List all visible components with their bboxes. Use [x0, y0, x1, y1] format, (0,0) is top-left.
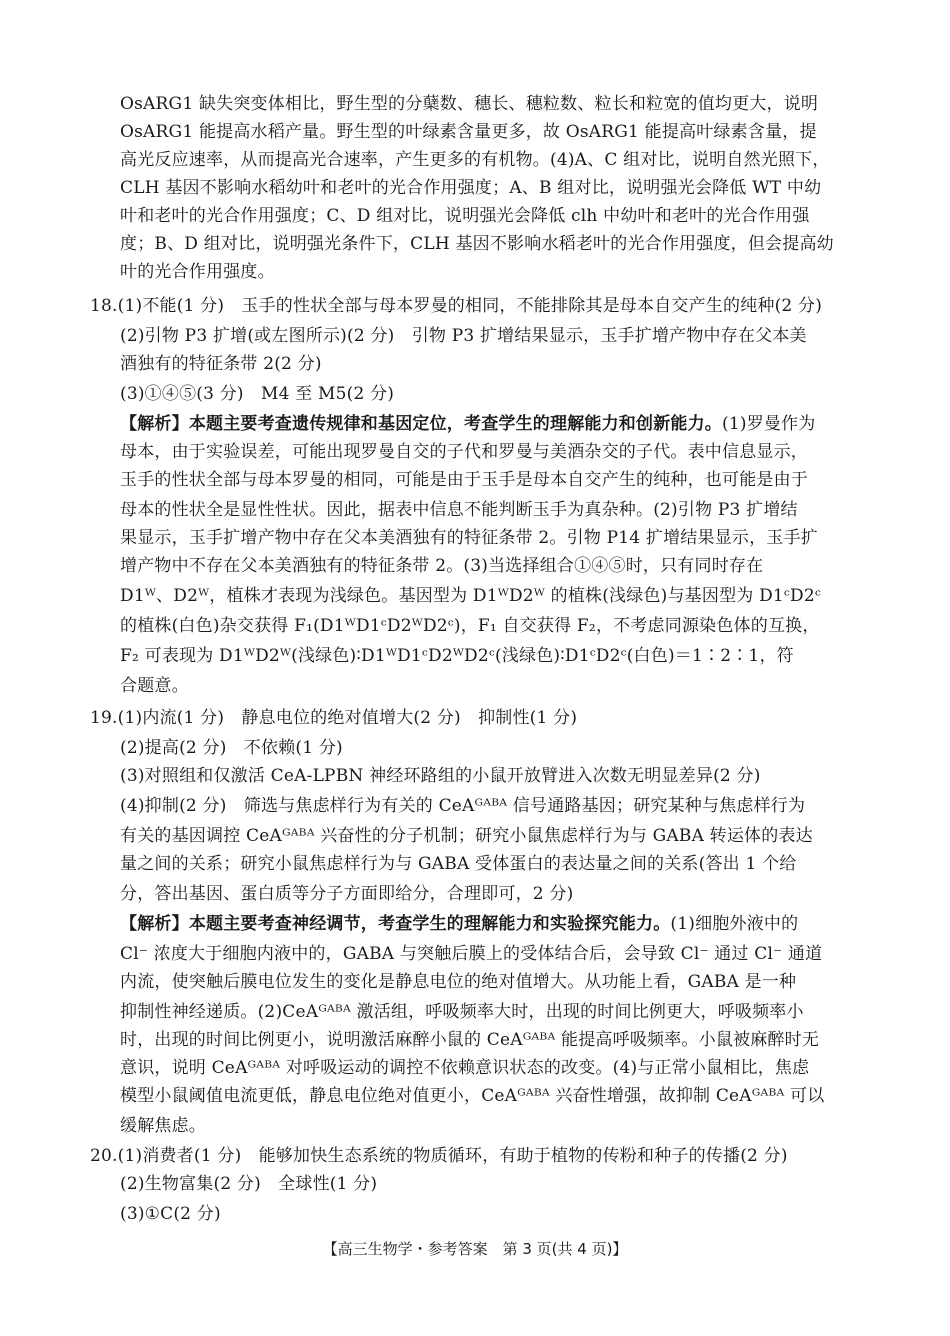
question-20-part-1: 20.(1)消费者(1 分) 能够加快生态系统的物质循环，有助于植物的传粉和种子的传播(2 分) [90, 1146, 788, 1166]
text-line: 缓解焦虑。 [120, 1116, 206, 1136]
text-span: (1)细胞外液中的 [670, 914, 799, 934]
text-line: 叶和老叶的光合作用强度；C、D 组对比，说明强光会降低 clh 中幼叶和老叶的光合作用强 [120, 206, 810, 226]
analysis-summary: 本题主要考查遗传规律和基因定位，考查学生的理解能力和创新能力。 [188, 414, 723, 434]
question-19-part-1: 19.(1)内流(1 分) 静息电位的绝对值增大(2 分) 抑制性(1 分) [90, 708, 578, 728]
text-line: 模型小鼠阈值电流更低，静息电位绝对值更小，CeAᴳᴬᴮᴬ 兴奋性增强，故抑制 CeAᴳᴬᴮᴬ 可以 [120, 1086, 825, 1106]
text-line: 果显示，玉手扩增产物中存在父本美酒独有的特征条带 2。引物 P14 扩增结果显示，玉手扩 [120, 528, 818, 548]
text-line: 意识，说明 CeAᴳᴬᴮᴬ 对呼吸运动的调控不依赖意识状态的改变。(4)与正常小鼠相比，焦虑 [120, 1058, 810, 1078]
text-line: 增产物中不存在父本美酒独有的特征条带 2。(3)当选择组合①④⑤时，只有同时存在 [120, 556, 764, 576]
text-line: F₂ 可表现为 D1ᵂD2ᵂ(浅绿色)∶D1ᵂD1ᶜD2ᵂD2ᶜ(浅绿色)∶D1ᶜD2ᶜ(白色)＝1∶2∶1，符 [120, 646, 794, 666]
question-18-part-2: (2)引物 P3 扩增(或左图所示)(2 分) 引物 P3 扩增结果显示，玉手扩增产物中存在父本美 [120, 326, 807, 346]
text-line: 合题意。 [120, 676, 189, 696]
text-line: D1ᵂ、D2ᵂ，植株才表现为浅绿色。基因型为 D1ᵂD2ᵂ 的植株(浅绿色)与基因型为 D1ᶜD2ᶜ [120, 586, 821, 606]
text-line: 内流，使突触后膜电位发生的变化是静息电位的绝对值增大。从功能上看，GABA 是一种 [120, 972, 797, 992]
text-line: OsARG1 缺失突变体相比，野生型的分蘖数、穗长、穗粒数、粒长和粒宽的值均更大，说明 [120, 94, 819, 114]
analysis-summary: 本题主要考查神经调节，考查学生的理解能力和实验探究能力。 [188, 914, 671, 934]
text-line: 玉手的性状全部与母本罗曼的相同，可能是由于玉手是母本自交产生的纯种，也可能是由于 [120, 470, 808, 490]
text-line: 时，出现的时间比例更小，说明激活麻醉小鼠的 CeAᴳᴬᴮᴬ 能提高呼吸频率。小鼠被麻醉时无 [120, 1030, 820, 1050]
text-line: OsARG1 能提高水稻产量。野生型的叶绿素含量更多，故 OsARG1 能提高叶绿素含量，提 [120, 122, 817, 142]
text-span: (1)罗曼作为 [722, 414, 816, 434]
text-line: 高光反应速率，从而提高光合速率，产生更多的有机物。(4)A、C 组对比，说明自然光照下， [120, 150, 830, 170]
text-line: 度；B、D 组对比，说明强光条件下，CLH 基因不影响水稻老叶的光合作用强度，但会提高幼 [120, 234, 834, 254]
text-line: Cl⁻ 浓度大于细胞内液中的，GABA 与突触后膜上的受体结合后，会导致 Cl⁻ 通过 Cl⁻ 通道 [120, 944, 823, 964]
question-18-part-3: (3)①④⑤(3 分) M4 至 M5(2 分) [120, 384, 395, 404]
text-line: 酒独有的特征条带 2(2 分) [120, 354, 322, 374]
text-line: 叶的光合作用强度。 [120, 262, 275, 282]
question-19-part-4: (4)抑制(2 分) 筛选与焦虑样行为有关的 CeAᴳᴬᴮᴬ 信号通路基因；研究某种与焦虑样行为 [120, 796, 806, 816]
analysis-19-heading [120, 910, 798, 938]
question-20-part-2: (2)生物富集(2 分) 全球性(1 分) [120, 1174, 378, 1194]
text-line: CLH 基因不影响水稻幼叶和老叶的光合作用强度；A、B 组对比，说明强光会降低 WT 中幼 [120, 178, 822, 198]
text-line: 母本的性状全是显性性状。因此，据表中信息不能判断玉手为真杂种。(2)引物 P3 扩增结 [120, 500, 798, 520]
text-line: 母本，由于实验误差，可能出现罗曼自交的子代和罗曼与美酒杂交的子代。表中信息显示， [120, 442, 808, 462]
analysis-18-heading [120, 410, 816, 438]
text-line: 有关的基因调控 CeAᴳᴬᴮᴬ 兴奋性的分子机制；研究小鼠焦虑样行为与 GABA 转运体的表达 [120, 826, 813, 846]
text-line: 分，答出基因、蛋白质等分子方面即给分，合理即可，2 分) [120, 884, 574, 904]
text-line: 量之间的关系；研究小鼠焦虑样行为与 GABA 受体蛋白的表达量之间的关系(答出 1 个给 [120, 854, 797, 874]
question-20-part-3: (3)①C(2 分) [120, 1204, 221, 1224]
text-line: 抑制性神经递质。(2)CeAᴳᴬᴮᴬ 激活组，呼吸频率大时，出现的时间比例更大，呼吸频率小 [120, 1002, 804, 1022]
question-19-part-2: (2)提高(2 分) 不依赖(1 分) [120, 738, 343, 758]
text-line: 的植株(白色)杂交获得 F₁(D1ᵂD1ᶜD2ᵂD2ᶜ)，F₁ 自交获得 F₂，不考虑同源染色体的互换， [120, 616, 820, 636]
question-19-part-3: (3)对照组和仅激活 CeA-LPBN 神经环路组的小鼠开放臂进入次数无明显差异(2 分) [120, 766, 761, 786]
analysis-label: 【解析】 [120, 914, 189, 934]
question-18-part-1: 18.(1)不能(1 分) 玉手的性状全部与母本罗曼的相同，不能排除其是母本自交产生的纯种(2 分) [90, 296, 823, 316]
analysis-label: 【解析】 [120, 414, 189, 434]
page-footer: 【高三生物学・参考答案 第 3 页(共 4 页)】 [322, 1240, 628, 1258]
